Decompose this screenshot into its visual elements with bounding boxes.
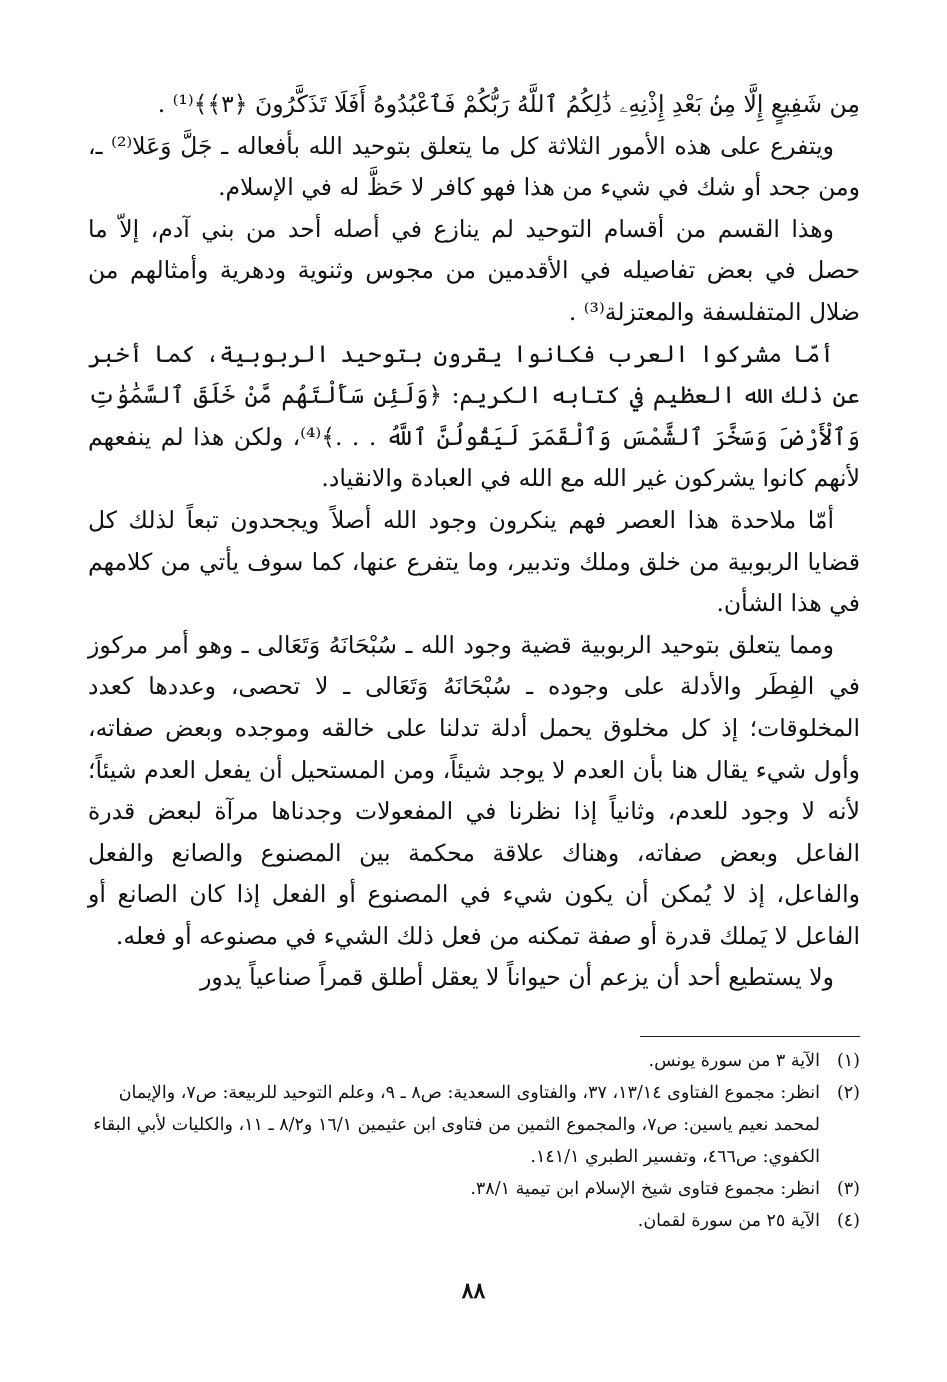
- footnote-text: الآية ٣ من سورة يونس.: [648, 1051, 820, 1071]
- footnote-text: الآية ٢٥ من سورة لقمان.: [637, 1211, 820, 1231]
- paragraph: ومما يتعلق بتوحيد الربوبية قضية وجود الله ـ سُبْحَانَهُ وَتَعَالى ـ وهو أمر مركوز في الفِطَر والأدلة على وجوده ـ سُبْحَانَهُ وَتَعَالى ـ لا تحصى، وعددها كعدد المخلوقات؛ إذ كل مخلوق يحمل أدلة تدلنا على خالقه وموجده وبعض صفاته، وأول شيء يقال هنا بأن العدم لا يوجد شيئاً، ومن المستحيل أن يفعل العدم شيئاً؛ لأنه لا وجود للعدم، وثانياً إذا نظرنا في المفعولات وجدناها مرآة لبعض قدرة الفاعل وبعض صفاته، وهناك علاقة محكمة بين المصنوع والصانع والفعل والفاعل، إذ لا يُمكن أن يكون شيء في المصنوع أو الفعل إذا كان الصانع أو الفاعل لا يَملك قدرة أو صفة تمكنه من فعل ذلك الشيء في مصنوعه أو فعله.: [88, 630, 860, 950]
- footnote-divider: [640, 1036, 860, 1037]
- paragraph: وهذا القسم من أقسام التوحيد لم ينازع في أصله أحد من بني آدم، إلاّ ما حصل في بعض تفاصيله في الأقدمين من مجوس وثنوية ودهرية وأمثالهم من ضلال المتفلسفة والمعتزلة⁽³⁾ .: [88, 214, 860, 326]
- paragraph: أمّا ملاحدة هذا العصر فهم ينكرون وجود الله أصلاً ويجحدون تبعاً لذلك كل قضايا الربوبية من خلق وملك وتدبير، وما يتفرع عنها، كما سوف يأتي من كلامهم في هذا الشأن.: [88, 505, 860, 618]
- paragraph: ويتفرع على هذه الأمور الثلاثة كل ما يتعلق بتوحيد الله بأفعاله ـ جَلَّ وَعَلا⁽²⁾ ـ، ومن جحد أو شك في شيء من هذا فهو كافر لا حَظَّ له في الإسلام.: [88, 131, 860, 202]
- page-number: ٨٨: [461, 1278, 486, 1304]
- footnote-text: انظر: مجموع الفتاوى ١٣/١٤، ٣٧، والفتاوى السعدية: ص٨ ـ ٩، وعلم التوحيد للربيعة: ص٧، والإيمان لمحمد نعيم ياسين: ص٧، والمجموع الثمين من فتاوى ابن عثيمين ١٦/١ و٨/٢ ـ ١١، والكليات لأبي البقاء الكفوي: ص٤٦٦، وتفسير الطبري ١٤١/١.: [93, 1083, 820, 1167]
- footnote-number: (١): [836, 1051, 860, 1071]
- paragraph: ولا يستطيع أحد أن يزعم أن حيواناً لا يعقل أطلق قمراً صناعياً يدور: [200, 963, 834, 992]
- footnote: [88, 1205, 860, 1237]
- footnote-number: (٣): [836, 1179, 860, 1199]
- main-text: [88, 84, 860, 999]
- footnote: [88, 1077, 860, 1173]
- footnote-text: انظر: مجموع فتاوى شيخ الإسلام ابن تيمية ٣٨/١.: [470, 1179, 820, 1199]
- footnote-number: (٤): [836, 1211, 860, 1231]
- footnote: [88, 1173, 860, 1205]
- footnotes: [88, 1036, 860, 1237]
- footnote: [88, 1045, 860, 1077]
- paragraph-quran-continuation: مِن شَفِيعٍ إِلَّا مِنۢ بَعْدِ إِذْنِهِۦ ذَٰلِكُمُ ٱللَّهُ رَبُّكُمْ فَٱعْبُدُوهُ أَفَلَا تَذَكَّرُونَ ﴿٣﴾﴾⁽¹⁾ .: [157, 90, 860, 118]
- footnote-number: (٢): [836, 1083, 860, 1103]
- paragraph: أمّا مشركوا العرب فكانوا يقرون بتوحيد الربوبية، كما أخبر عن ذلك الله العظيم في كتابه الكريم: ﴿وَلَئِن سَأَلْتَهُم مَّنْ خَلَقَ ٱلسَّمَٰوَٰتِ وَٱلْأَرْضَ وَسَخَّرَ ٱلشَّمْسَ وَٱلْقَمَرَ لَيَقُولُنَّ ٱللَّهُ . . .﴾⁽⁴⁾، ولكن هذا لم ينفعهم لأنهم كانوا يشركون غير الله مع الله في العبادة والانقياد.: [88, 339, 860, 493]
